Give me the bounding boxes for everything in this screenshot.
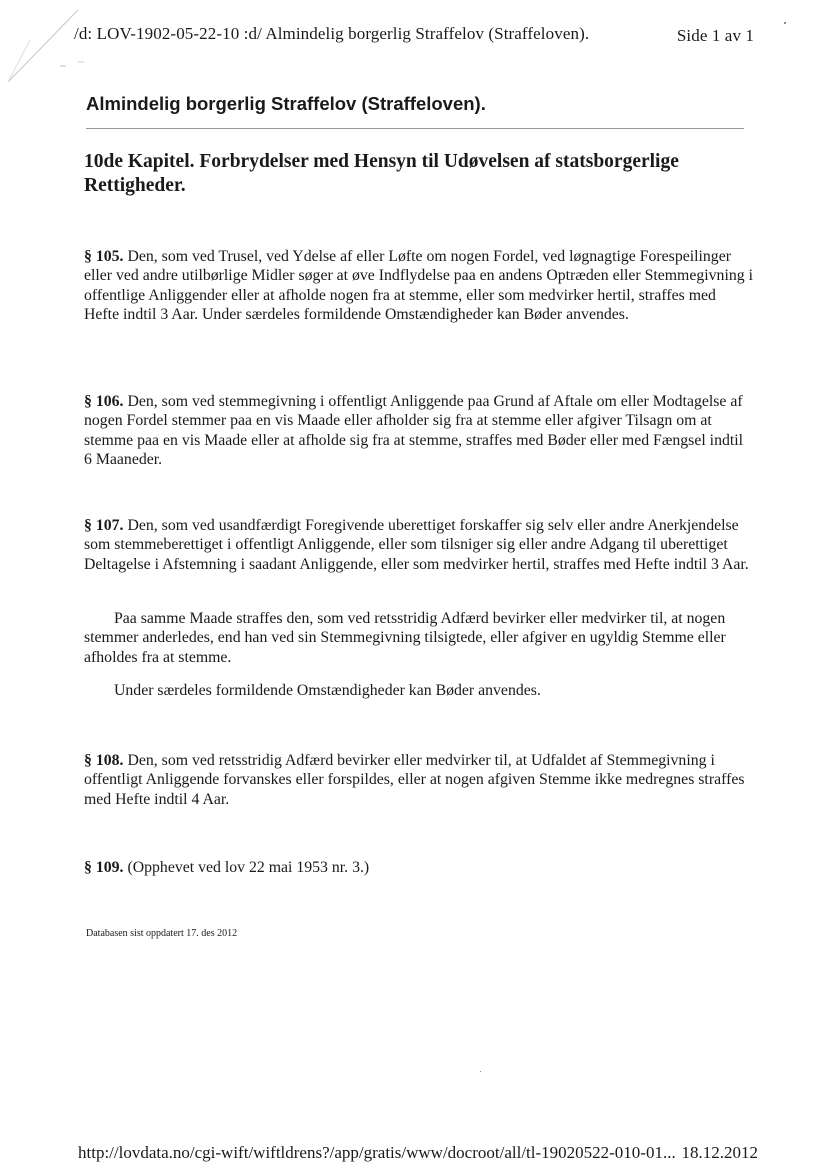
- section-text: Den, som ved stemmegivning i offentligt Anliggende paa Grund af Aftale om eller Modtagelse af nogen Fordel stemmer paa en vis Maade eller afholder sig fra at stemme eller afgiver Tilsagn om at stemme paa en vis Maade eller at afholde sig fra at stemme, straffes med Bøder eller med Fængsel indtil 6 Maaneder.: [84, 393, 744, 468]
- section-109: [84, 858, 754, 877]
- section-number: § 105.: [84, 248, 124, 265]
- section-paragraph: [84, 247, 754, 324]
- section-107: [84, 516, 754, 574]
- section-text: (Opphevet ved lov 22 mai 1953 nr. 3.): [123, 859, 370, 876]
- section-paragraph: [84, 858, 754, 877]
- section-107-paragraph-2: [84, 609, 754, 667]
- section-paragraph: [84, 751, 754, 809]
- section-number: § 109.: [84, 859, 124, 876]
- section-text: Den, som ved retsstridig Adfærd bevirker eller medvirker til, at Udfaldet af Stemmegivning i offentligt Anliggende forvanskes eller forspildes, eller at nogen afgiven Stemme ikke medregnes straffes med Hefte indtil 4 Aar.: [84, 752, 745, 808]
- section-106: [84, 392, 754, 469]
- page-corner-fold-mark: [0, 0, 90, 90]
- scan-speck: [784, 22, 786, 24]
- section-paragraph: Under særdeles formildende Omstændigheder kan Bøder anvendes.: [114, 682, 541, 699]
- section-number: § 107.: [84, 517, 124, 534]
- section-paragraph: Paa samme Maade straffes den, som ved retsstridig Adfærd bevirker eller medvirker til, at nogen stemmer anderledes, end han ved sin Stemmegivning tilsigtede, eller afgiver en ugyldig Stemme eller afholdes fra at stemme.: [84, 610, 726, 666]
- title-divider: [86, 128, 744, 129]
- section-paragraph: [84, 392, 754, 469]
- page-indicator: Side 1 av 1: [676, 26, 754, 45]
- database-updated-note: Databasen sist oppdatert 17. des 2012: [86, 928, 238, 939]
- section-number: § 106.: [84, 393, 124, 410]
- scan-speck: [480, 1071, 481, 1072]
- law-title: Almindelig borgerlig Straffelov (Straffeloven).: [86, 93, 486, 114]
- section-paragraph: [84, 516, 754, 574]
- section-number: § 108.: [84, 752, 124, 769]
- source-url: http://lovdata.no/cgi-wift/wiftldrens?/app/gratis/www/docroot/all/tl-19020522-010-01...: [78, 1143, 676, 1162]
- section-107-paragraph-3: [84, 681, 754, 700]
- print-date: 18.12.2012: [681, 1143, 758, 1162]
- chapter-heading: 10de Kapitel. Forbrydelser med Hensyn til Udøvelsen af statsborgerlige Rettigheder.: [84, 151, 679, 196]
- print-footer: [78, 1143, 758, 1169]
- section-text: Den, som ved Trusel, ved Ydelse af eller Løfte om nogen Fordel, ved løgnagtige Forespeilinger eller ved andre utilbørlige Midler søger at øve Indflydelse paa en andens Optræden eller Stemmegivning i offentlige Anliggender eller at afholde nogen fra at stemme, eller som medvirker hertil, straffes med Hefte indtil 3 Aar. Under særdeles formildende Omstændigheder kan Bøder anvendes.: [84, 248, 753, 323]
- section-108: [84, 751, 754, 809]
- document-reference: /d: LOV-1902-05-22-10 :d/ Almindelig borgerlig Straffelov (Straffeloven).: [74, 24, 590, 43]
- section-text: Den, som ved usandfærdigt Foregivende uberettiget forskaffer sig selv eller andre Anerkjendelse som stemmeberettiget i offentligt Anliggende, eller som tilsniger sig eller andre Adgang til uberettiget Deltagelse i Afstemning i saadant Anliggende, eller som medvirker hertil, straffes med Hefte indtil 3 Aar.: [84, 517, 749, 573]
- section-105: [84, 247, 754, 324]
